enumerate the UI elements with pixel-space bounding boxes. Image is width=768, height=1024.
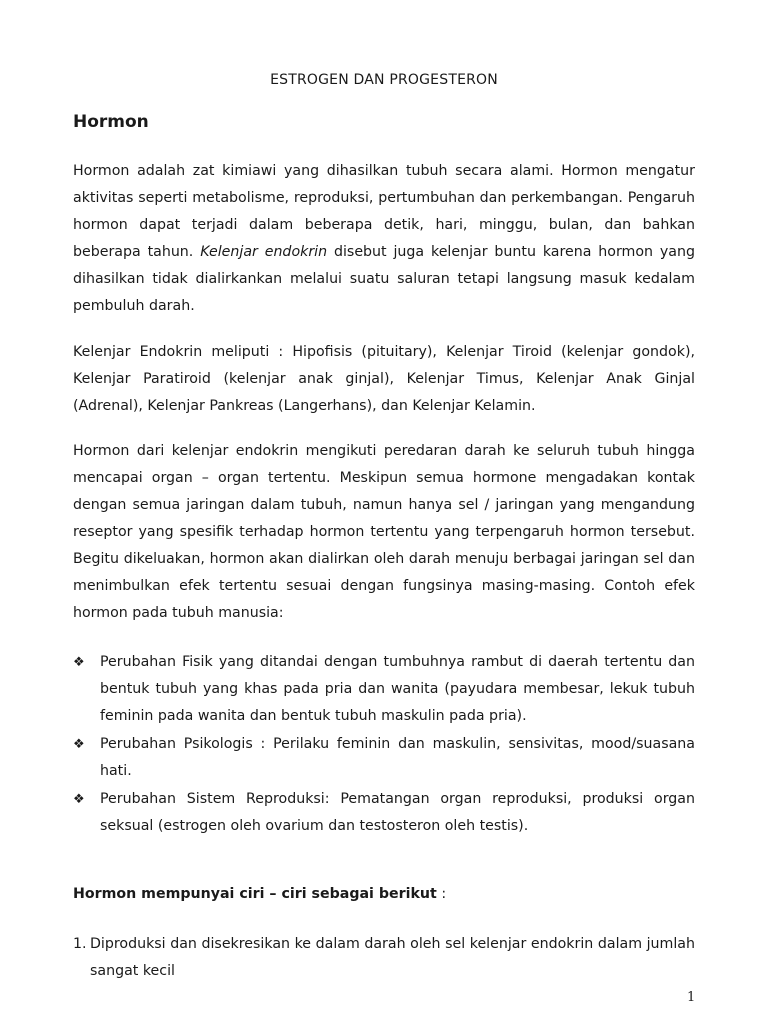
list-item-text: Perubahan Fisik yang ditandai dengan tumbuhnya rambut di daerah tertentu dan bentuk tubuh yang khas pada pria dan wanita (payudara membesar, lekuk tubuh feminin pada wanita dan bentuk tubuh maskulin pada pria).: [100, 654, 695, 724]
document-title: ESTROGEN DAN PROGESTERON: [270, 72, 498, 88]
subsection-heading-tail: :: [436, 886, 447, 902]
diamond-bullet-icon: ❖: [73, 737, 85, 752]
list-item-text: Perubahan Psikologis : Perilaku feminin dan maskulin, sensivitas, mood/suasana hati.: [100, 736, 695, 779]
paragraph-hormon-definition: [73, 158, 695, 320]
page-number: 1: [687, 990, 696, 1005]
effects-list: [73, 649, 695, 841]
list-item-text: Perubahan Sistem Reproduksi: Pematangan organ reproduksi, produksi organ seksual (estrogen oleh ovarium dan testosteron oleh testis).: [100, 791, 695, 834]
list-item: [73, 731, 695, 785]
subsection-heading-bold: Hormon mempunyai ciri – ciri sebagai berikut: [73, 886, 437, 902]
diamond-bullet-icon: ❖: [73, 792, 85, 807]
italic-term: Kelenjar endokrin: [200, 244, 328, 260]
subsection-heading: [73, 886, 446, 902]
paragraph-text: disebut juga kelenjar buntu karena hormon yang dihasilkan tidak dialirkankan melalui suatu saluran tetapi langsung masuk kedalam pembuluh darah.: [73, 244, 695, 314]
paragraph-text: Hormon adalah zat kimiawi yang dihasilkan tubuh secara alami. Hormon mengatur aktivitas seperti metabolisme, reproduksi, pertumbuhan dan perkembangan. Pengaruh hormon dapat terjadi dalam beberapa detik, hari, minggu, bulan, dan bahkan beberapa tahun.: [73, 163, 695, 260]
section-heading: Hormon: [73, 112, 149, 132]
paragraph-hormone-circulation: Hormon dari kelenjar endokrin mengikuti peredaran darah ke seluruh tubuh hingga mencapai organ – organ tertentu. Meskipun semua hormone mengadakan kontak dengan semua jaringan dalam tubuh, namun hanya sel / jaringan yang mengandung reseptor yang spesifik terhadap hormon tertentu yang terpengaruh hormon tersebut. Begitu dikeluakan, hormon akan dialirkan oleh darah menuju berbagai jaringan sel dan menimbulkan efek tertentu sesuai dengan fungsinya masing-masing. Contoh efek hormon pada tubuh manusia:: [73, 443, 695, 621]
paragraph-endocrine-glands: Kelenjar Endokrin meliputi : Hipofisis (pituitary), Kelenjar Tiroid (kelenjar gondok), Kelenjar Paratiroid (kelenjar anak ginjal), Kelenjar Timus, Kelenjar Anak Ginjal (Adrenal), Kelenjar Pankreas (Langerhans), dan Kelenjar Kelamin.: [73, 344, 695, 414]
list-item: [73, 786, 695, 840]
diamond-bullet-icon: ❖: [73, 655, 85, 670]
list-item: [73, 931, 695, 985]
list-number: 1.: [73, 936, 87, 952]
characteristics-list: [73, 931, 695, 985]
list-item: [73, 649, 695, 730]
list-item-text: Diproduksi dan disekresikan ke dalam darah oleh sel kelenjar endokrin dalam jumlah sangat kecil: [90, 936, 695, 979]
